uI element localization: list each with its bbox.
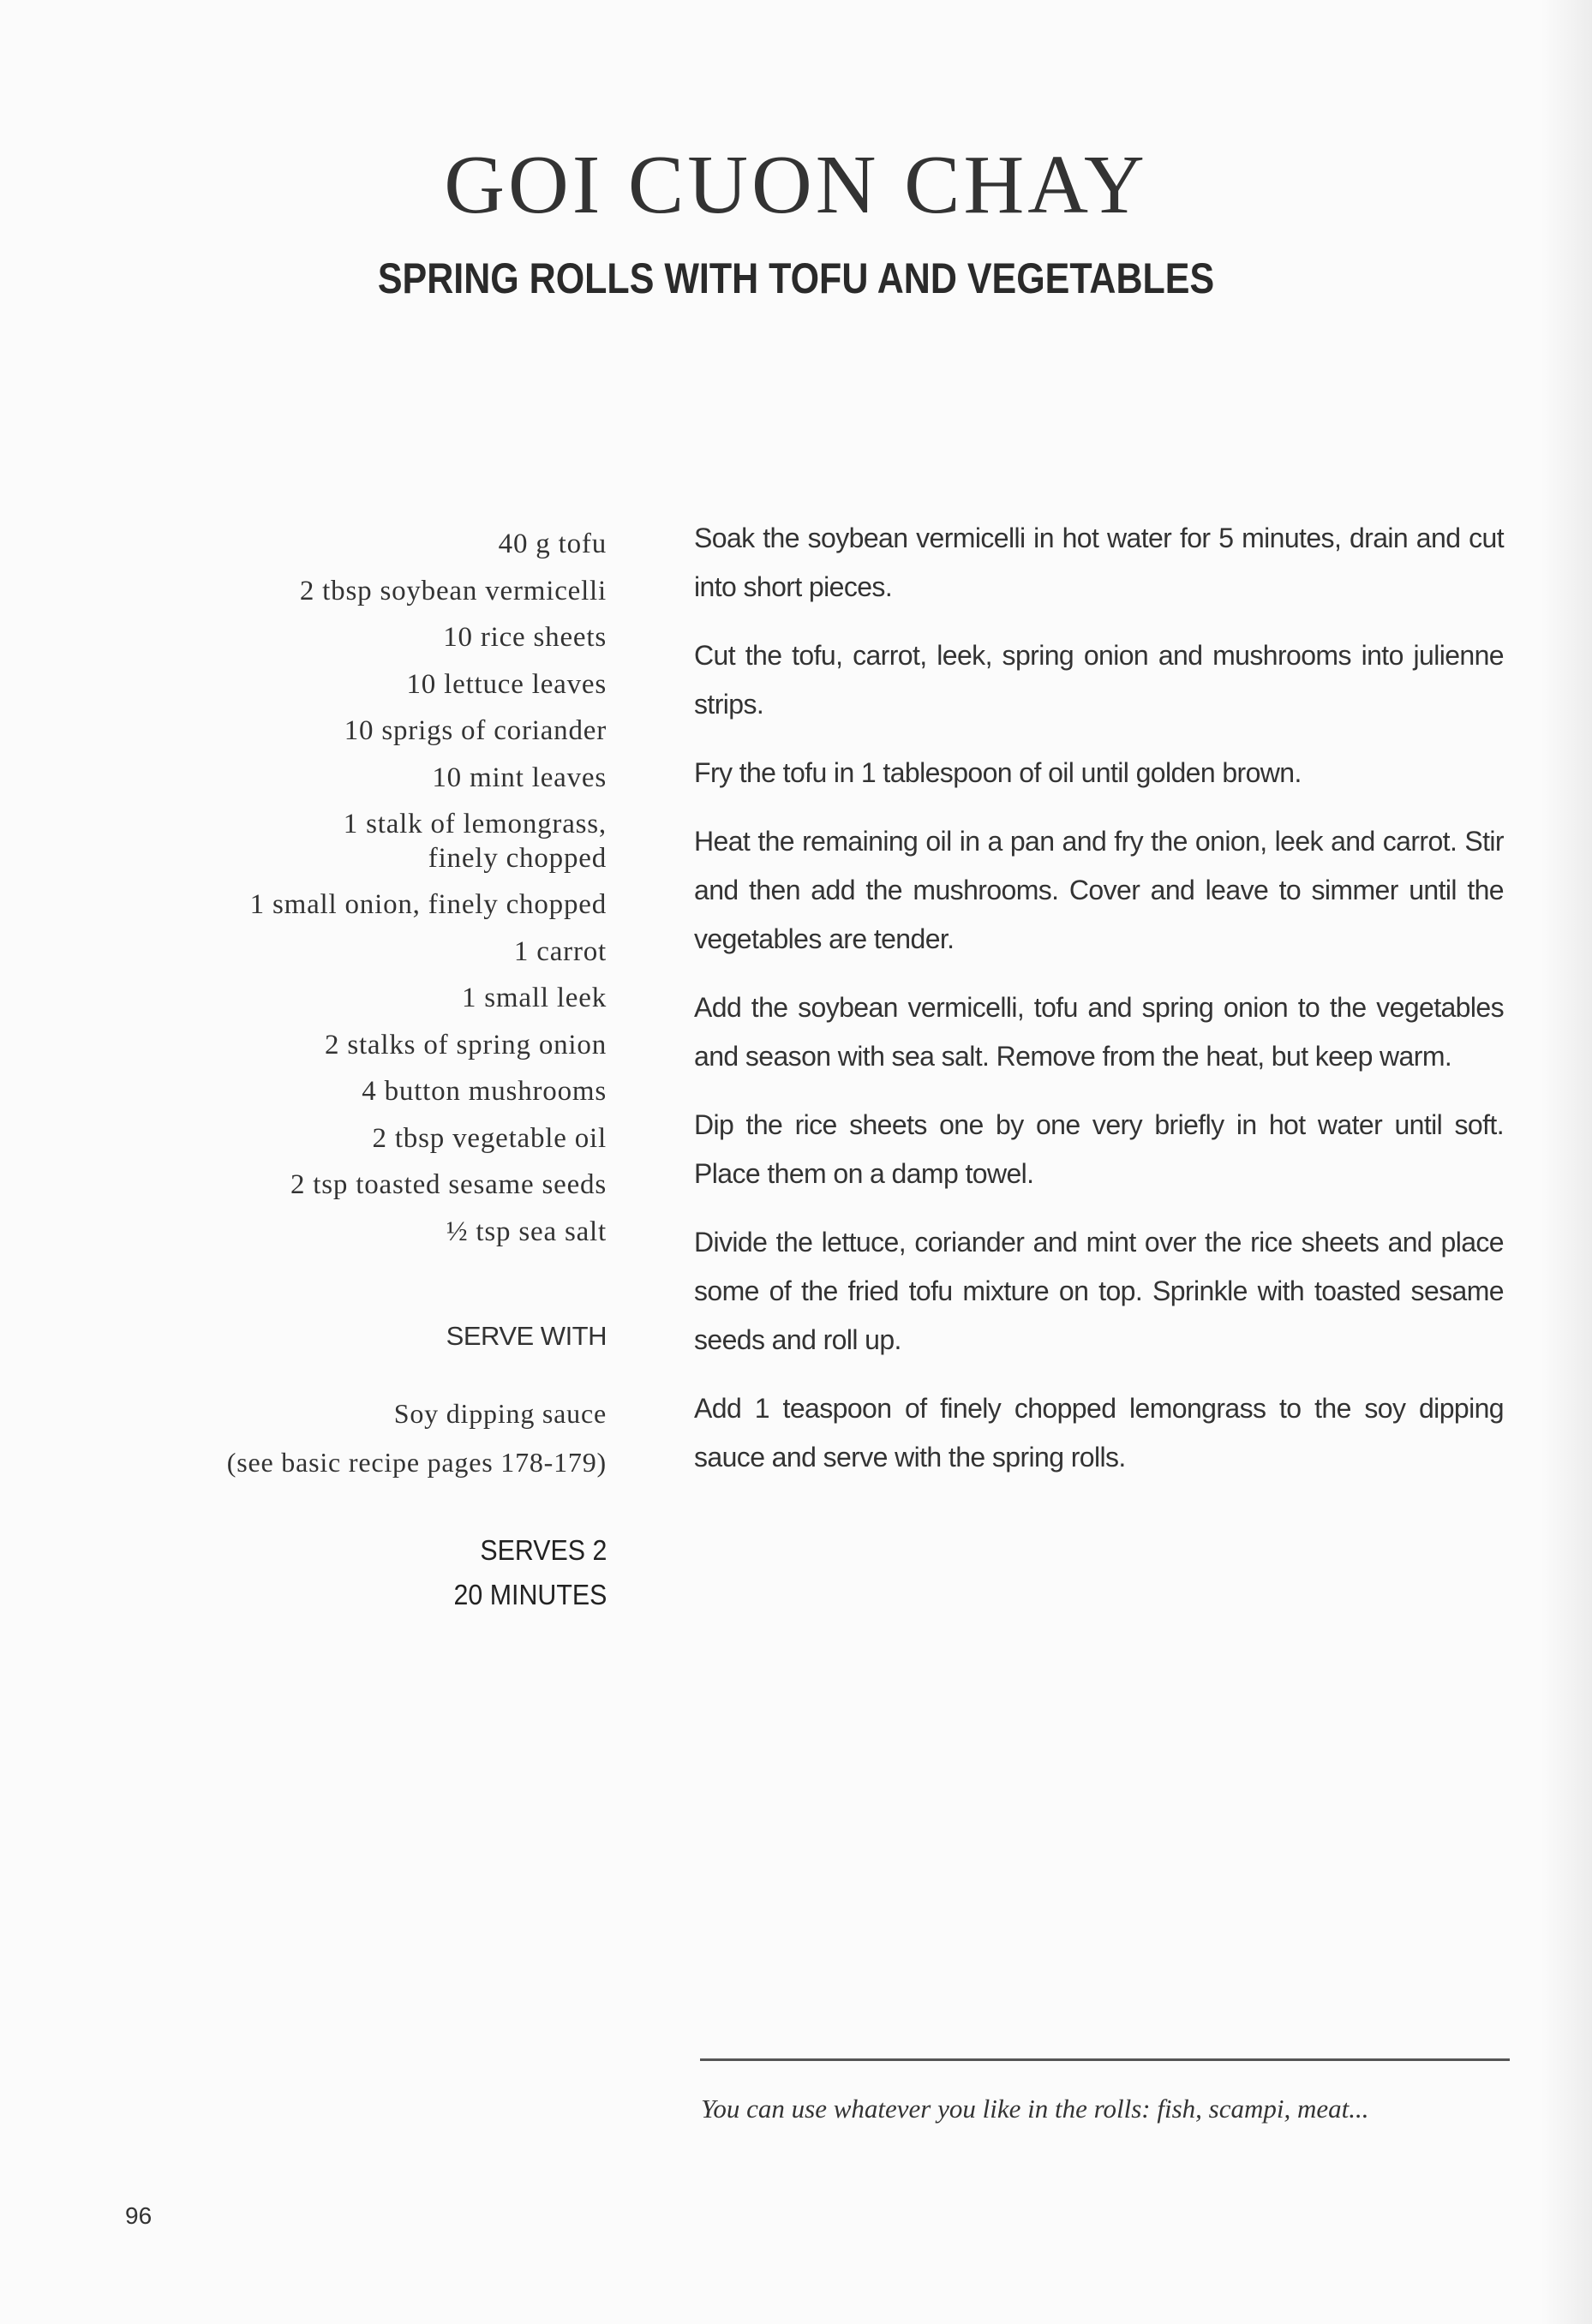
ingredient-item: 1 small onion, finely chopped: [249, 889, 607, 920]
prep-time: 20 MINUTES: [453, 1579, 607, 1610]
tip-note: You can use whatever you like in the rolls: fish, scampi, meat...: [701, 2094, 1369, 2124]
ingredient-item: 10 sprigs of coriander: [344, 715, 607, 746]
ingredient-item: 40 g tofu: [498, 529, 607, 559]
ingredient-item: 2 tbsp soybean vermicelli: [299, 575, 607, 606]
method-step: Fry the tofu in 1 tablespoon of oil until golden brown.: [694, 757, 1302, 788]
servings: SERVES 2: [480, 1534, 607, 1566]
ingredient-item: 4 button mushrooms: [362, 1076, 607, 1107]
method-steps: [694, 514, 1504, 1502]
ingredients-list: [250, 521, 607, 1255]
recipe-title: GOI CUON CHAY: [444, 139, 1148, 231]
ingredient-item: 1 carrot: [513, 935, 607, 967]
recipe-meta: [453, 1528, 607, 1617]
ingredient-item: 10 rice sheets: [443, 622, 607, 653]
ingredient-item: 1 small leek: [461, 983, 607, 1013]
tip-divider: [700, 2058, 1510, 2061]
page-edge-shadow: [1541, 0, 1592, 2324]
ingredient-item: 2 tsp toasted sesame seeds: [290, 1169, 607, 1200]
method-step: Dip the rice sheets one by one very briefly in hot water until soft. Place them on a damp towel.: [694, 1109, 1504, 1189]
page-number: 96: [125, 2202, 153, 2229]
method-step: Add the soybean vermicelli, tofu and spring onion to the vegetables and season with sea salt. Remove from the heat, but keep warm.: [694, 992, 1504, 1072]
ingredient-item: 1 stalk of lemongrass, finely chopped: [343, 809, 607, 874]
ingredient-item: ½ tsp sea salt: [446, 1216, 607, 1247]
method-step: Add 1 teaspoon of finely chopped lemongrass to the soy dipping sauce and serve with the spring rolls.: [694, 1393, 1504, 1473]
serve-with-note: (see basic recipe pages 178-179): [226, 1447, 607, 1478]
ingredient-item: 2 tbsp vegetable oil: [372, 1122, 607, 1154]
method-step: Cut the tofu, carrot, leek, spring onion and mushrooms into julienne strips.: [694, 640, 1504, 720]
ingredient-item: 10 mint leaves: [432, 762, 607, 793]
serve-with-item: Soy dipping sauce: [393, 1398, 607, 1429]
method-step: Heat the remaining oil in a pan and fry the onion, leek and carrot. Stir and then add the mushrooms. Cover and leave to simmer until the vegetables are tender.: [694, 826, 1504, 954]
serve-with-list: [227, 1389, 607, 1487]
method-step: Soak the soybean vermicelli in hot water for 5 minutes, drain and cut into short pieces.: [694, 523, 1504, 602]
method-step: Divide the lettuce, coriander and mint over the rice sheets and place some of the fried tofu mixture on top. Sprinkle with toasted sesame seeds and roll up.: [694, 1227, 1504, 1355]
recipe-subtitle: SPRING ROLLS WITH TOFU AND VEGETABLES: [377, 254, 1215, 302]
ingredient-item: 10 lettuce leaves: [406, 668, 607, 700]
ingredient-item: 2 stalks of spring onion: [324, 1029, 607, 1060]
serve-with-heading: SERVE WITH: [446, 1321, 607, 1351]
